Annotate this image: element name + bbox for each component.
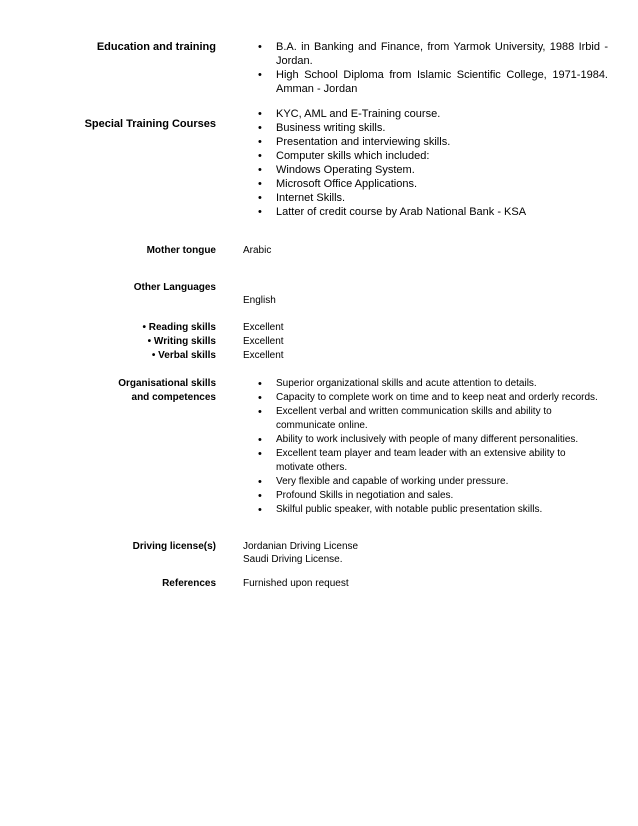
list-item: • High School Diploma from Islamic Scientific College, 1971-1984. Amman - Jordan: [258, 69, 608, 95]
organisational-label-line2: and competences: [131, 392, 216, 403]
mother-tongue-label: Mother tongue: [146, 245, 216, 256]
driving-license-label: Driving license(s): [132, 541, 216, 552]
verbal-skills-value: Excellent: [243, 350, 284, 361]
list-item: • Profound Skills in negotiation and sales.: [258, 490, 454, 502]
other-languages-value: English: [243, 295, 276, 306]
education-list: [258, 40, 608, 96]
list-item: • Excellent verbal and written communication skills and ability to communicate online.: [258, 406, 552, 431]
driving-license-line2: Saudi Driving License.: [243, 554, 343, 565]
list-item: • Microsoft Office Applications.: [258, 178, 418, 190]
reading-skills-value: Excellent: [243, 322, 284, 333]
training-label: Special Training Courses: [84, 118, 216, 130]
list-item: • Skilful public speaker, with notable public presentation skills.: [258, 504, 543, 516]
list-item: • Windows Operating System.: [258, 164, 415, 176]
driving-license-line1: Jordanian Driving License: [243, 541, 359, 552]
bullet-icon: •: [258, 178, 262, 190]
bullet-icon: •: [258, 164, 262, 176]
references-value: Furnished upon request: [243, 578, 349, 589]
bullet-icon: •: [258, 206, 262, 218]
bullet-icon: •: [258, 476, 262, 488]
list-item: • Internet Skills.: [258, 192, 346, 204]
bullet-icon: •: [258, 504, 262, 516]
writing-skills-value: Excellent: [243, 336, 284, 347]
list-item: • Excellent team player and team leader with an extensive ability to motivate others.: [258, 448, 566, 473]
bullet-icon: •: [258, 192, 262, 204]
bullet-icon: •: [258, 136, 262, 148]
list-item: • B.A. in Banking and Finance, from Yarmok University, 1988 Irbid - Jordan.: [258, 41, 608, 67]
bullet-icon: •: [258, 406, 262, 418]
bullet-icon: •: [258, 392, 262, 404]
bullet-icon: •: [258, 490, 262, 502]
other-languages-label: Other Languages: [133, 282, 216, 293]
mother-tongue-value: Arabic: [243, 245, 272, 256]
list-item: • Latter of credit course by Arab National Bank - KSA: [258, 206, 527, 218]
bullet-icon: •: [258, 434, 262, 446]
organisational-label-line1: Organisational skills: [118, 378, 216, 389]
list-item: • Computer skills which included:: [258, 150, 430, 162]
bullet-icon: •: [258, 448, 262, 460]
bullet-icon: •: [258, 378, 262, 390]
list-item: • Capacity to complete work on time and to keep neat and orderly records.: [258, 392, 598, 404]
writing-skills-label: • Writing skills: [147, 336, 216, 347]
bullet-icon: •: [258, 41, 262, 53]
education-label: Education and training: [96, 41, 216, 53]
training-list: [258, 107, 608, 219]
reading-skills-label: • Reading skills: [142, 322, 216, 333]
organisational-list: [258, 377, 608, 517]
list-item: • Very flexible and capable of working under pressure.: [258, 476, 509, 488]
verbal-skills-label: • Verbal skills: [151, 350, 216, 361]
bullet-icon: •: [258, 69, 262, 81]
bullet-icon: •: [258, 150, 262, 162]
bullet-icon: •: [258, 122, 262, 134]
references-label: References: [162, 578, 216, 589]
list-item: • KYC, AML and E-Training course.: [258, 108, 441, 120]
list-item: • Business writing skills.: [258, 122, 386, 134]
bullet-icon: •: [258, 108, 262, 120]
list-item: • Ability to work inclusively with people of many different personalities.: [258, 434, 579, 446]
list-item: • Presentation and interviewing skills.: [258, 136, 451, 148]
list-item: • Superior organizational skills and acute attention to details.: [258, 378, 537, 390]
